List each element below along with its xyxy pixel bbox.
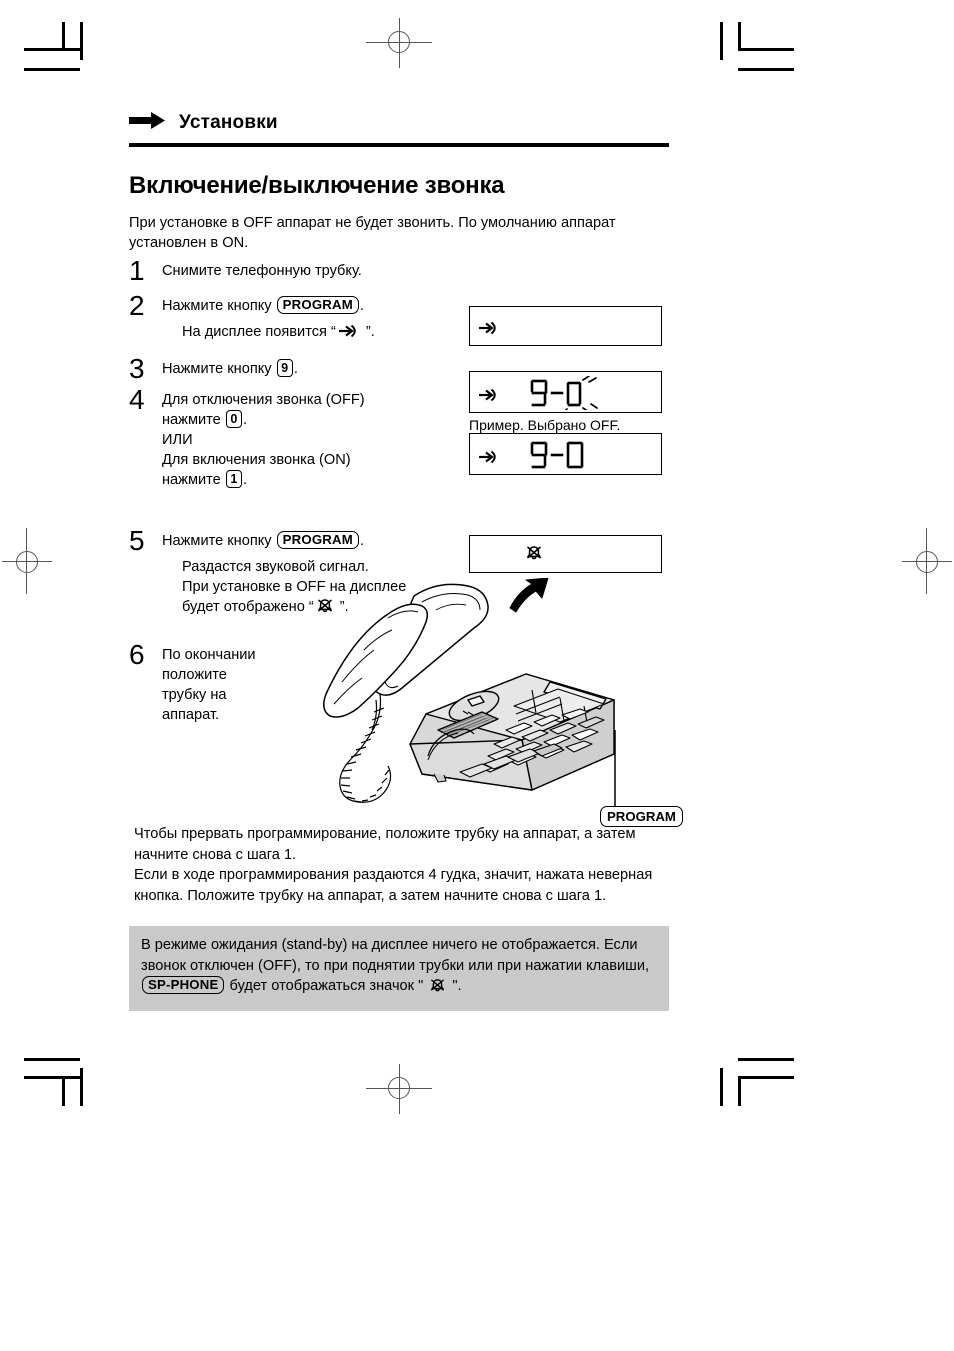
display-step3-value [470, 376, 661, 415]
step-5-sub-line-1: Раздастся звуковой сигнал. [182, 559, 369, 575]
bell-crossed-icon [526, 544, 542, 567]
step-5-text-after: . [359, 533, 365, 549]
display-step4-value [470, 438, 661, 477]
step-2-text-before: Нажмите кнопку [162, 298, 276, 314]
display-step4 [469, 433, 662, 475]
section-header [129, 112, 669, 147]
step-6-line-1: По окончании [162, 647, 256, 663]
program-key[interactable]: PROGRAM [277, 531, 359, 549]
display-step3 [469, 371, 662, 413]
registration-mark-top [366, 18, 432, 68]
step-1 [129, 255, 469, 286]
intro-paragraph: При установке в OFF аппарат не будет звонить. По умолчанию аппарат установлен в ON. [129, 215, 616, 251]
bottom-notes [134, 824, 668, 906]
step-number: 3 [129, 353, 145, 384]
digit-key-9[interactable]: 9 [277, 359, 293, 377]
step-2-text-after: . [359, 298, 365, 314]
page-title: Включение/выключение звонка [129, 172, 505, 199]
step-3-text-after: . [293, 361, 298, 377]
step-4-line-5-after: . [243, 472, 248, 488]
step-4-line-5-before: нажмите [162, 472, 225, 488]
digit-key-1[interactable]: 1 [226, 470, 242, 488]
step-1-text: Снимите телефонную трубку. [162, 263, 362, 279]
step-5-sub-line-3-before: будет отображено “ [182, 599, 314, 615]
step-number: 5 [129, 525, 145, 556]
step-4-line-2-before: нажмите [162, 412, 225, 428]
step-4 [129, 384, 469, 490]
step-2-sub-before: На дисплее появится “ [182, 324, 336, 340]
note-line-2: Если в ходе программирования раздаются 4 гудка, значит, нажата неверная кнопка. Положите трубку на аппарат, а затем начните снова с шага 1. [134, 867, 653, 904]
step-4-line-3: ИЛИ [162, 432, 193, 448]
standby-note-part-3: ". [448, 978, 462, 994]
bell-crossed-icon [430, 978, 445, 1000]
standby-note-part-2: будет отображаться значок " [225, 978, 428, 994]
digit-key-0[interactable]: 0 [226, 410, 242, 428]
registration-mark-bottom [366, 1064, 432, 1114]
step-5-text-before: Нажмите кнопку [162, 533, 276, 549]
step-6-line-2: положите [162, 667, 227, 683]
sp-phone-key[interactable]: SP-PHONE [142, 976, 224, 994]
standby-note-part-1: В режиме ожидания (stand-by) на дисплее ничего не отображается. Если звонок отключен (OFF), то при поднятии трубки или при нажатии клавиши, [141, 937, 650, 974]
step-number: 6 [129, 639, 145, 670]
standby-note-box [129, 926, 669, 1011]
right-arrow-icon [129, 112, 165, 134]
display-step2 [469, 306, 662, 346]
note-line-1: Чтобы прервать программирование, положите трубку на аппарат, а затем начните снова с шага 1. [134, 826, 636, 863]
step-4-line-1: Для отключения звонка (OFF) [162, 392, 365, 408]
arrow-program-icon [478, 321, 500, 340]
step-number: 1 [129, 255, 145, 286]
step-6-line-3: трубку на [162, 687, 227, 703]
step-4-line-2-after: . [243, 412, 248, 428]
step-number: 4 [129, 384, 145, 415]
program-callout-line [612, 730, 618, 810]
step-4-line-4: Для включения звонка (ON) [162, 452, 351, 468]
program-key[interactable]: PROGRAM [277, 296, 359, 314]
step-3-text-before: Нажмите кнопку [162, 361, 276, 377]
step-5-sub-line-3-after: ”. [335, 599, 349, 615]
registration-mark-right [902, 528, 952, 594]
program-callout-label: PROGRAM [600, 806, 683, 827]
registration-mark-left [2, 528, 52, 594]
step-3 [129, 353, 469, 384]
display-step5 [469, 535, 662, 573]
step-number: 2 [129, 290, 145, 321]
display-caption: Пример. Выбрано OFF. [469, 417, 621, 433]
step-2 [129, 290, 469, 344]
section-title: Установки [179, 112, 278, 133]
step-6-line-4: аппарат. [162, 707, 220, 723]
arrow-program-icon [338, 324, 360, 344]
step-5-sub-line-2: При установке в OFF на дисплее [182, 579, 407, 595]
step-2-sub-after: ”. [361, 324, 375, 340]
header-divider [129, 143, 669, 147]
